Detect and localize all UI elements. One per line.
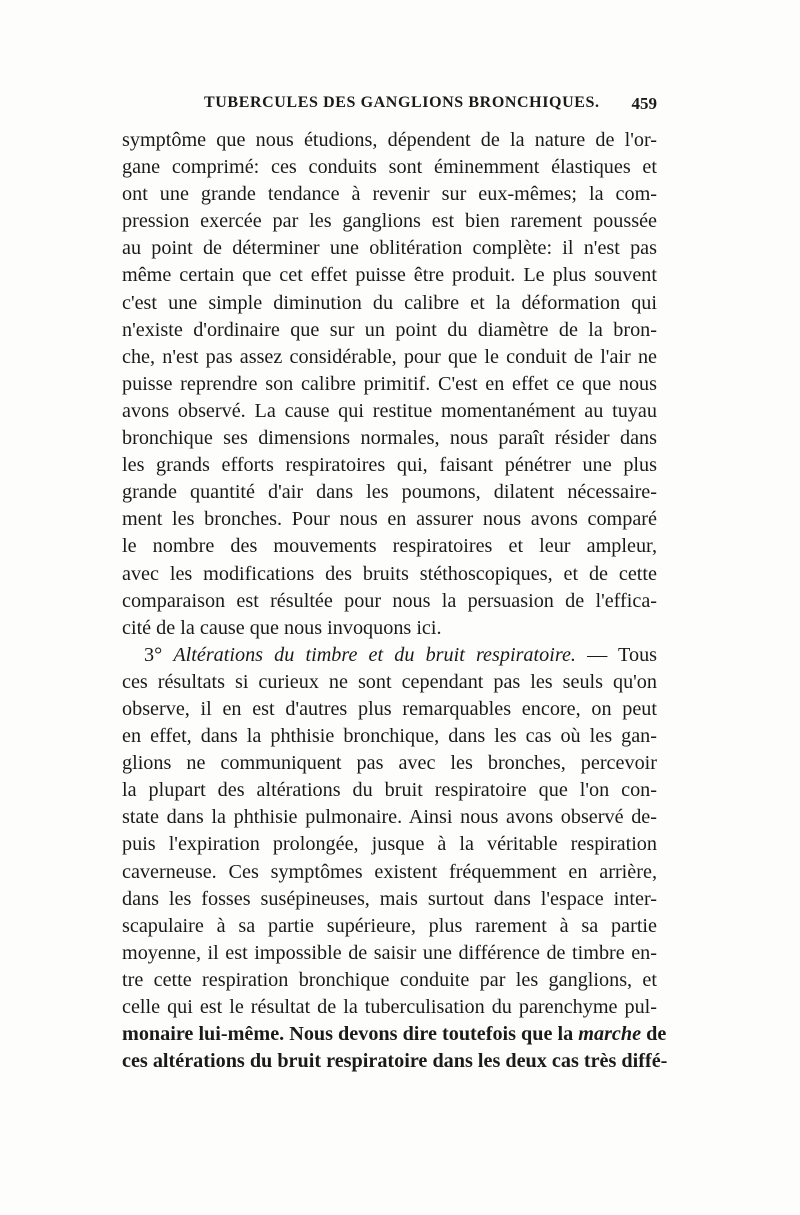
text-line: che, n'est pas assez considérable, pour que le conduit de l'air ne <box>122 345 657 368</box>
body-text <box>122 127 668 1075</box>
text-line: moyenne, il est impossible de saisir une différence de timbre en- <box>122 941 657 964</box>
text-line: le nombre des mouvements respiratoires et leur ampleur, <box>122 535 657 558</box>
page-number: 459 <box>631 94 657 113</box>
text-line: au point de déterminer une oblitération complète: il n'est pas <box>122 237 657 260</box>
text-line-marche <box>122 1021 667 1048</box>
text-line: bronchique ses dimensions normales, nous paraît résider dans <box>122 427 657 450</box>
text-line: c'est une simple diminution du calibre et la déformation qui <box>122 291 657 314</box>
section-number: 3° <box>144 643 163 666</box>
marche-after: de <box>646 1023 667 1046</box>
text-line: cité de la cause que nous invoquons ici. <box>122 616 442 639</box>
section-continuation: — Tous <box>587 643 658 666</box>
text-line: scapulaire à sa partie supérieure, plus rarement à sa partie <box>122 914 657 937</box>
text-line: grande quantité d'air dans les poumons, dilatent nécessaire- <box>122 481 657 504</box>
text-line: observe, il en est d'autres plus remarquables encore, on peut <box>122 697 657 720</box>
section-heading-line <box>122 642 657 669</box>
text-line: caverneuse. Ces symptômes existent fréquemment en arrière, <box>122 860 657 883</box>
text-line: puisse reprendre son calibre primitif. C'est en effet ce que nous <box>122 372 657 395</box>
text-line: en effet, dans la phthisie bronchique, dans les cas où les gan- <box>122 725 657 748</box>
marche-before: monaire lui-même. Nous devons dire toutefois que la <box>122 1023 574 1046</box>
marche-italic: marche <box>578 1023 642 1046</box>
text-line: pression exercée par les ganglions est bien rarement poussée <box>122 210 657 233</box>
text-line: ont une grande tendance à revenir sur eux-mêmes; la com- <box>122 183 657 206</box>
text-line: comparaison est résultée pour nous la persuasion de l'effica- <box>122 589 657 612</box>
section-title: Altérations du timbre et du bruit respiratoire. <box>173 643 576 666</box>
text-line: même certain que cet effet puisse être produit. Le plus souvent <box>122 264 657 287</box>
running-head <box>122 94 657 120</box>
text-line: celle qui est le résultat de la tuberculisation du parenchyme pul- <box>122 996 657 1018</box>
running-title: TUBERCULES DES GANGLIONS BRONCHIQUES. <box>204 94 600 111</box>
text-line: dans les fosses susépineuses, mais surtout dans l'espace inter- <box>122 887 657 910</box>
text-line: state dans la phthisie pulmonaire. Ainsi nous avons observé de- <box>122 806 657 829</box>
text-line-last: ces altérations du bruit respiratoire dans les deux cas très diffé- <box>122 1050 668 1073</box>
text-line: les grands efforts respiratoires qui, faisant pénétrer une plus <box>122 454 657 477</box>
text-line: puis l'expiration prolongée, jusque à la véritable respiration <box>122 833 657 856</box>
text-line: avons observé. La cause qui restitue momentanément au tuyau <box>122 399 657 422</box>
text-line: ces résultats si curieux ne sont cependant pas les seuls qu'on <box>122 670 657 693</box>
text-line: glions ne communiquent pas avec les bronches, percevoir <box>122 752 657 775</box>
text-line: tre cette respiration bronchique conduite par les ganglions, et <box>122 968 657 991</box>
text-line: ment les bronches. Pour nous en assurer nous avons comparé <box>122 508 657 531</box>
text-line: gane comprimé: ces conduits sont éminemment élastiques et <box>122 156 657 179</box>
text-line: la plupart des altérations du bruit respiratoire que l'on con- <box>122 779 657 802</box>
text-line: avec les modifications des bruits stéthoscopiques, et de cette <box>122 562 657 585</box>
text-line: symptôme que nous étudions, dépendent de la nature de l'or- <box>122 129 657 151</box>
text-line: n'existe d'ordinaire que sur un point du diamètre de la bron- <box>122 318 657 341</box>
